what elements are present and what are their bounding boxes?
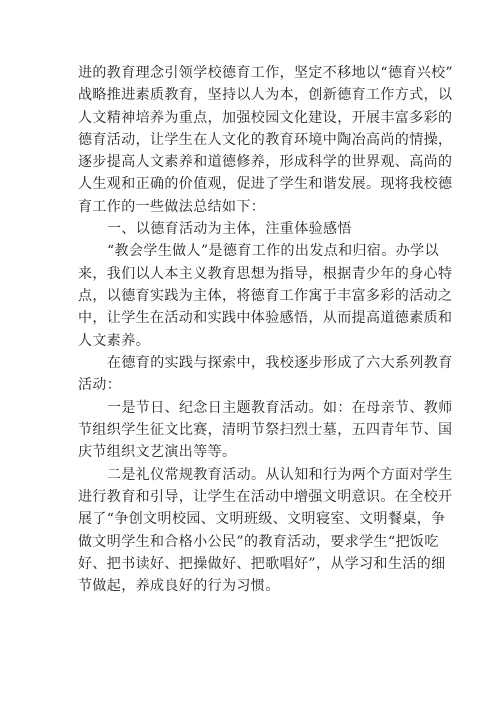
paragraph-festival-activities xyxy=(78,397,453,464)
heading-text: 一、以德育活动为主体，注重体验感悟 xyxy=(107,221,352,238)
text-line: 活动： xyxy=(78,377,122,394)
text-line: 中，让学生在活动和实践中体验感悟，从而提高道德素质和 xyxy=(78,310,453,327)
paragraph-intro-continuation xyxy=(78,62,454,218)
text-line: 逐步提高人文素养和道德修养，形成科学的世界观、高尚的 xyxy=(78,154,453,171)
text-line: 人文素养。 xyxy=(78,332,150,349)
text-line: 战略推进素质教育，坚持以人为本，创新德育工作方式，以 xyxy=(78,87,453,104)
text-line: 做文明学生和合格小公民”的教育活动，要求学生“把饭吃 xyxy=(78,533,439,550)
text-line: 一是节日、纪念日主题教育活动。如：在母亲节、教师 xyxy=(107,399,453,416)
text-line: 来，我们以人本主义教育思想为指导，根据青少年的身心特 xyxy=(78,265,453,282)
document-body xyxy=(78,62,454,597)
text-line: 节做起，养成良好的行为习惯。 xyxy=(78,578,280,595)
text-line: 育工作的一些做法总结如下： xyxy=(78,198,266,215)
text-line: 节组织学生征文比赛，清明节祭扫烈士墓，五四青年节、国 xyxy=(78,421,453,438)
paragraph-teach-students xyxy=(78,240,453,351)
paragraph-six-series xyxy=(78,352,453,397)
text-line: 进行教育和引导，让学生在活动中增强文明意识。在全校开 xyxy=(78,488,453,505)
text-line: “教会学生做人”是德育工作的出发点和归宿。办学以 xyxy=(107,243,439,260)
text-line: 进的教育理念引领学校德育工作，坚定不移地以“德育兴校” xyxy=(78,65,454,81)
paragraph-etiquette-activities xyxy=(78,464,453,598)
text-line: 德育活动，让学生在人文化的教育环境中陶冶高尚的情操， xyxy=(78,131,453,148)
text-line: 人生观和正确的价值观，促进了学生和谐发展。现将我校德 xyxy=(78,176,453,193)
text-line: 好、把书读好、把操做好、把歌唱好”，从学习和生活的细 xyxy=(78,555,446,572)
text-line: 二是礼仪常规教育活动。从认知和行为两个方面对学生 xyxy=(107,466,453,483)
text-line: 人文精神培养为重点，加强校园文化建设，开展丰富多彩的 xyxy=(78,109,453,126)
text-line: 展了“争创文明校园、文明班级、文明寝室、文明餐桌，争 xyxy=(78,511,446,528)
text-line: 点，以德育实践为主体，将德育工作寓于丰富多彩的活动之 xyxy=(78,287,453,304)
section-heading-1 xyxy=(78,218,434,240)
text-line: 庆节组织文艺演出等等。 xyxy=(78,444,237,461)
text-line: 在德育的实践与探索中，我校逐步形成了六大系列教育 xyxy=(107,354,453,371)
